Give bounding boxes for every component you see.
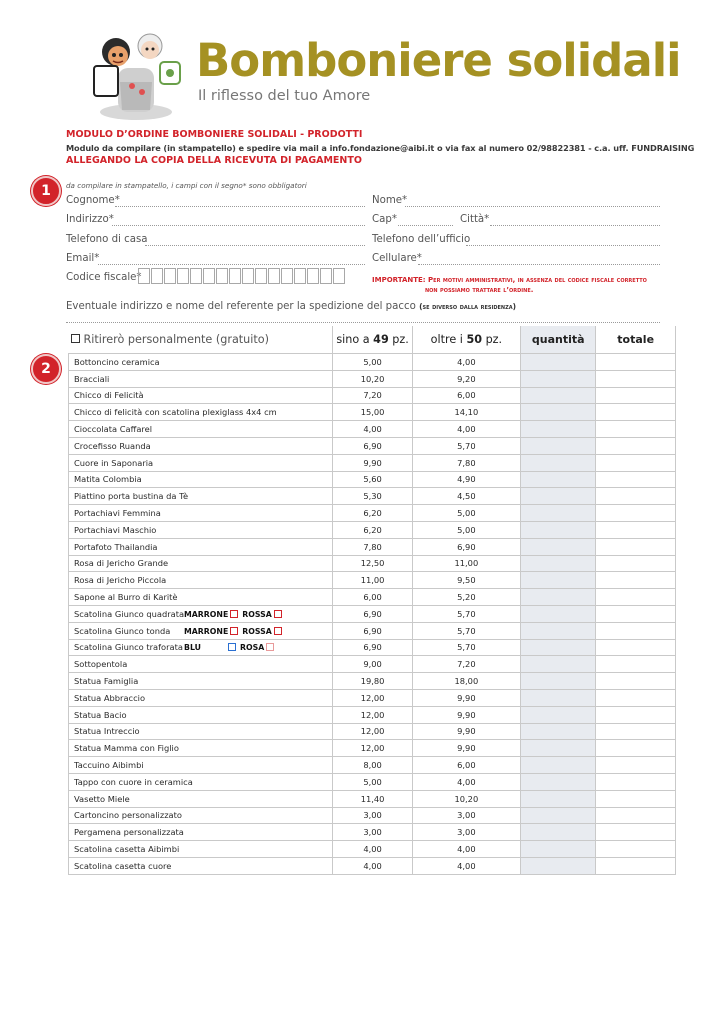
price-over-50: 3,00 <box>412 824 520 841</box>
price-over-50: 5,70 <box>412 622 520 639</box>
product-name-cell <box>69 639 333 656</box>
price-over-50: 7,80 <box>412 454 520 471</box>
table-row <box>69 387 676 404</box>
cap-field[interactable] <box>398 225 453 226</box>
quantity-cell[interactable] <box>521 790 596 807</box>
price-up-to-49: 6,90 <box>333 605 412 622</box>
color-option-1-checkbox[interactable] <box>228 643 236 651</box>
shipping-text: Eventuale indirizzo e nome del referente per la spedizione del pacco <box>66 301 416 312</box>
price-up-to-49: 9,00 <box>333 656 412 673</box>
total-cell[interactable] <box>596 807 676 824</box>
total-cell[interactable] <box>596 521 676 538</box>
product-name: Portachiavi Femmina <box>69 505 333 522</box>
table-row <box>69 354 676 371</box>
price-over-50: 4,00 <box>412 354 520 371</box>
product-name: Vasetto Miele <box>69 790 333 807</box>
price-over-50: 9,90 <box>412 706 520 723</box>
products-table <box>68 326 676 875</box>
table-row <box>69 841 676 858</box>
product-name-cell <box>69 605 333 622</box>
quantity-cell[interactable] <box>521 824 596 841</box>
product-name: Matita Colombia <box>69 471 333 488</box>
mascot-logo <box>80 22 192 122</box>
price-over-50: 6,00 <box>412 387 520 404</box>
table-row <box>69 555 676 572</box>
price-over-50: 9,20 <box>412 370 520 387</box>
important-text-2: non possiamo trattare l’ordine. <box>425 286 534 294</box>
product-name: Scatolina Giunco tonda <box>74 625 171 636</box>
quantity-cell[interactable] <box>521 656 596 673</box>
price-up-to-49: 7,80 <box>333 538 412 555</box>
price-up-to-49: 6,90 <box>333 622 412 639</box>
product-name: Sapone al Burro di Karitè <box>69 589 333 606</box>
total-cell[interactable] <box>596 370 676 387</box>
col-quantity: quantità <box>521 326 596 354</box>
price-over-50: 6,90 <box>412 538 520 555</box>
cellulare-label: Cellulare* <box>372 253 422 264</box>
price-up-to-49: 11,00 <box>333 572 412 589</box>
cap-label: Cap* <box>372 214 397 225</box>
product-name: Taccuino Aibimbi <box>69 757 333 774</box>
quantity-cell[interactable] <box>521 807 596 824</box>
quantity-cell[interactable] <box>521 454 596 471</box>
pickup-option[interactable] <box>69 326 333 354</box>
table-row <box>69 471 676 488</box>
product-name: Statua Mamma con Figlio <box>69 740 333 757</box>
price-over-50: 5,70 <box>412 605 520 622</box>
table-row <box>69 639 676 656</box>
total-cell[interactable] <box>596 387 676 404</box>
price-over-50: 11,00 <box>412 555 520 572</box>
payment-notice: ALLEGANDO LA COPIA DELLA RICEVUTA DI PAGAMENTO <box>66 155 362 166</box>
product-name: Statua Famiglia <box>69 673 333 690</box>
price-up-to-49: 9,90 <box>333 454 412 471</box>
total-cell[interactable] <box>596 723 676 740</box>
table-row <box>69 673 676 690</box>
product-name: Portachiavi Maschio <box>69 521 333 538</box>
table-row <box>69 370 676 387</box>
product-name: Statua Abbraccio <box>69 689 333 706</box>
price-up-to-49: 12,00 <box>333 689 412 706</box>
quantity-cell[interactable] <box>521 555 596 572</box>
product-name: Sottopentola <box>69 656 333 673</box>
product-name: Bottoncino ceramica <box>69 354 333 371</box>
table-row <box>69 857 676 874</box>
indirizzo-field[interactable] <box>112 225 365 226</box>
table-row <box>69 589 676 606</box>
col-price-over-50: oltre i 50 pz. <box>412 326 520 354</box>
table-row <box>69 404 676 421</box>
quantity-cell[interactable] <box>521 706 596 723</box>
indirizzo-label: Indirizzo* <box>66 214 114 225</box>
price-up-to-49: 7,20 <box>333 387 412 404</box>
price-up-to-49: 6,90 <box>333 437 412 454</box>
total-cell[interactable] <box>596 706 676 723</box>
table-header-row <box>69 326 676 354</box>
form-instructions: Modulo da compilare (in stampatello) e spedire via mail a info.fondazione@aibi.it o via fax al numero 02/98822381 - c.a. uff. FUNDRAISING <box>66 143 695 153</box>
product-name: Scatolina Giunco traforata <box>74 642 183 653</box>
quantity-cell[interactable] <box>521 622 596 639</box>
price-over-50: 4,00 <box>412 841 520 858</box>
table-row <box>69 723 676 740</box>
brand-subtitle: Il riflesso del tuo Amore <box>198 88 371 104</box>
col-price-up-to-49: sino a 49 pz. <box>333 326 412 354</box>
telefono-casa-label: Telefono di casa <box>66 234 148 245</box>
color-option-2-checkbox[interactable] <box>274 610 282 618</box>
quantity-cell[interactable] <box>521 857 596 874</box>
quantity-cell[interactable] <box>521 673 596 690</box>
table-row <box>69 824 676 841</box>
table-row <box>69 790 676 807</box>
total-cell[interactable] <box>596 857 676 874</box>
quantity-cell[interactable] <box>521 521 596 538</box>
color-option-2: ROSA <box>240 643 265 653</box>
product-name: Cartoncino personalizzato <box>69 807 333 824</box>
price-over-50: 5,00 <box>412 521 520 538</box>
product-name: Bracciali <box>69 370 333 387</box>
quantity-cell[interactable] <box>521 723 596 740</box>
total-cell[interactable] <box>596 689 676 706</box>
section-marker-2: 2 <box>31 354 61 384</box>
product-name: Chicco di Felicità <box>69 387 333 404</box>
nome-label: Nome* <box>372 195 408 206</box>
color-option-1-checkbox[interactable] <box>230 627 238 635</box>
total-cell[interactable] <box>596 605 676 622</box>
table-row <box>69 454 676 471</box>
total-cell[interactable] <box>596 757 676 774</box>
price-over-50: 10,20 <box>412 790 520 807</box>
price-over-50: 5,00 <box>412 505 520 522</box>
product-name: Portafoto Thailandia <box>69 538 333 555</box>
quantity-cell[interactable] <box>521 740 596 757</box>
price-up-to-49: 3,00 <box>333 824 412 841</box>
cognome-label: Cognome* <box>66 195 120 206</box>
price-over-50: 9,90 <box>412 689 520 706</box>
price-up-to-49: 3,00 <box>333 807 412 824</box>
quantity-cell[interactable] <box>521 689 596 706</box>
table-row <box>69 656 676 673</box>
price-up-to-49: 12,00 <box>333 740 412 757</box>
price-over-50: 5,70 <box>412 437 520 454</box>
color-option-1-checkbox[interactable] <box>230 610 238 618</box>
price-up-to-49: 5,00 <box>333 773 412 790</box>
price-over-50: 18,00 <box>412 673 520 690</box>
product-name: Scatolina casetta Aibimbi <box>69 841 333 858</box>
pickup-checkbox[interactable] <box>71 334 80 343</box>
quantity-cell[interactable] <box>521 773 596 790</box>
price-over-50: 4,00 <box>412 773 520 790</box>
email-field[interactable] <box>98 264 365 265</box>
quantity-cell[interactable] <box>521 437 596 454</box>
price-up-to-49: 5,30 <box>333 488 412 505</box>
price-over-50: 7,20 <box>412 656 520 673</box>
price-up-to-49: 6,90 <box>333 639 412 656</box>
total-cell[interactable] <box>596 471 676 488</box>
quantity-cell[interactable] <box>521 589 596 606</box>
quantity-cell[interactable] <box>521 605 596 622</box>
price-over-50: 3,00 <box>412 807 520 824</box>
total-cell[interactable] <box>596 656 676 673</box>
important-text-1: Per motivi amministrativi, in assenza del codice fiscale corretto <box>428 276 647 284</box>
col-total: totale <box>596 326 676 354</box>
product-name: Cuore in Saponaria <box>69 454 333 471</box>
shipping-field[interactable] <box>66 322 660 323</box>
price-up-to-49: 4,00 <box>333 841 412 858</box>
color-option-1: MARRONE <box>184 609 229 619</box>
quantity-cell[interactable] <box>521 354 596 371</box>
price-up-to-49: 12,00 <box>333 723 412 740</box>
quantity-cell[interactable] <box>521 505 596 522</box>
price-up-to-49: 12,00 <box>333 706 412 723</box>
color-option-2: ROSSA <box>242 626 272 636</box>
total-cell[interactable] <box>596 773 676 790</box>
codice-fiscale-field[interactable] <box>138 268 346 284</box>
price-up-to-49: 5,00 <box>333 354 412 371</box>
price-over-50: 9,90 <box>412 740 520 757</box>
total-cell[interactable] <box>596 421 676 438</box>
price-up-to-49: 6,20 <box>333 521 412 538</box>
table-row <box>69 689 676 706</box>
quantity-cell[interactable] <box>521 841 596 858</box>
section-marker-1: 1 <box>31 176 61 206</box>
quantity-cell[interactable] <box>521 639 596 656</box>
product-name-cell <box>69 622 333 639</box>
quantity-cell[interactable] <box>521 757 596 774</box>
price-up-to-49: 10,20 <box>333 370 412 387</box>
table-row <box>69 740 676 757</box>
table-row <box>69 773 676 790</box>
total-cell[interactable] <box>596 673 676 690</box>
shipping-note: (se diverso dalla residenza) <box>419 302 517 311</box>
table-row <box>69 437 676 454</box>
total-cell[interactable] <box>596 505 676 522</box>
color-option-1: BLU <box>184 643 201 653</box>
quantity-cell[interactable] <box>521 471 596 488</box>
form-hint: da compilare in stampatello, i campi con il segno* sono obbligatori <box>66 181 307 190</box>
product-name: Crocefisso Ruanda <box>69 437 333 454</box>
table-row <box>69 488 676 505</box>
total-cell[interactable] <box>596 824 676 841</box>
table-row <box>69 622 676 639</box>
quantity-cell[interactable] <box>521 572 596 589</box>
telefono-casa-field[interactable] <box>145 245 365 246</box>
product-name: Scatolina casetta cuore <box>69 857 333 874</box>
color-option-2-checkbox[interactable] <box>274 627 282 635</box>
table-row <box>69 572 676 589</box>
product-name: Pergamena personalizzata <box>69 824 333 841</box>
pickup-label: Ritirerò personalmente (gratuito) <box>83 333 269 346</box>
product-name: Scatolina Giunco quadrata <box>74 608 185 619</box>
total-cell[interactable] <box>596 622 676 639</box>
price-up-to-49: 12,50 <box>333 555 412 572</box>
table-row <box>69 538 676 555</box>
important-note <box>372 275 672 295</box>
product-name: Cioccolata Caffarel <box>69 421 333 438</box>
price-up-to-49: 15,00 <box>333 404 412 421</box>
total-cell[interactable] <box>596 740 676 757</box>
table-row <box>69 521 676 538</box>
color-option-2: ROSSA <box>242 609 272 619</box>
price-over-50: 9,50 <box>412 572 520 589</box>
price-over-50: 4,90 <box>412 471 520 488</box>
email-label: Email* <box>66 253 100 264</box>
shipping-label <box>66 301 516 312</box>
table-row <box>69 757 676 774</box>
price-up-to-49: 6,20 <box>333 505 412 522</box>
total-cell[interactable] <box>596 404 676 421</box>
quantity-cell[interactable] <box>521 370 596 387</box>
citta-field[interactable] <box>490 225 660 226</box>
total-cell[interactable] <box>596 790 676 807</box>
price-up-to-49: 4,00 <box>333 857 412 874</box>
total-cell[interactable] <box>596 454 676 471</box>
color-option-2-checkbox[interactable] <box>266 643 274 651</box>
total-cell[interactable] <box>596 639 676 656</box>
nome-field[interactable] <box>405 206 660 207</box>
product-name: Tappo con cuore in ceramica <box>69 773 333 790</box>
quantity-cell[interactable] <box>521 538 596 555</box>
price-over-50: 14,10 <box>412 404 520 421</box>
product-name: Rosa di Jericho Piccola <box>69 572 333 589</box>
form-heading: MODULO D’ORDINE BOMBONIERE SOLIDALI - PRODOTTI <box>66 129 363 140</box>
total-cell[interactable] <box>596 572 676 589</box>
table-row <box>69 605 676 622</box>
product-name: Statua Intreccio <box>69 723 333 740</box>
price-up-to-49: 11,40 <box>333 790 412 807</box>
total-cell[interactable] <box>596 555 676 572</box>
total-cell[interactable] <box>596 488 676 505</box>
price-over-50: 4,00 <box>412 421 520 438</box>
cellulare-field[interactable] <box>418 264 660 265</box>
total-cell[interactable] <box>596 589 676 606</box>
table-row <box>69 807 676 824</box>
total-cell[interactable] <box>596 354 676 371</box>
price-up-to-49: 19,80 <box>333 673 412 690</box>
price-over-50: 5,20 <box>412 589 520 606</box>
product-name: Chicco di felicità con scatolina plexiglass 4x4 cm <box>69 404 333 421</box>
price-over-50: 5,70 <box>412 639 520 656</box>
price-up-to-49: 5,60 <box>333 471 412 488</box>
price-up-to-49: 8,00 <box>333 757 412 774</box>
table-row <box>69 706 676 723</box>
table-row <box>69 505 676 522</box>
table-row <box>69 421 676 438</box>
price-up-to-49: 4,00 <box>333 421 412 438</box>
total-cell[interactable] <box>596 437 676 454</box>
telefono-ufficio-label: Telefono dell’ufficio <box>372 234 471 245</box>
color-option-1: MARRONE <box>184 626 229 636</box>
price-over-50: 4,50 <box>412 488 520 505</box>
product-name: Piattino porta bustina da Tè <box>69 488 333 505</box>
important-label: IMPORTANTE: <box>372 276 426 284</box>
telefono-ufficio-field[interactable] <box>466 245 660 246</box>
price-over-50: 6,00 <box>412 757 520 774</box>
quantity-cell[interactable] <box>521 488 596 505</box>
brand-title: Bomboniere solidali <box>196 34 681 87</box>
quantity-cell[interactable] <box>521 421 596 438</box>
quantity-cell[interactable] <box>521 404 596 421</box>
total-cell[interactable] <box>596 538 676 555</box>
codice-fiscale-label: Codice fiscale* <box>66 272 142 283</box>
citta-label: Città* <box>460 214 490 225</box>
total-cell[interactable] <box>596 841 676 858</box>
cognome-field[interactable] <box>115 206 365 207</box>
product-name: Statua Bacio <box>69 706 333 723</box>
product-name: Rosa di Jericho Grande <box>69 555 333 572</box>
quantity-cell[interactable] <box>521 387 596 404</box>
price-up-to-49: 6,00 <box>333 589 412 606</box>
price-over-50: 4,00 <box>412 857 520 874</box>
price-over-50: 9,90 <box>412 723 520 740</box>
